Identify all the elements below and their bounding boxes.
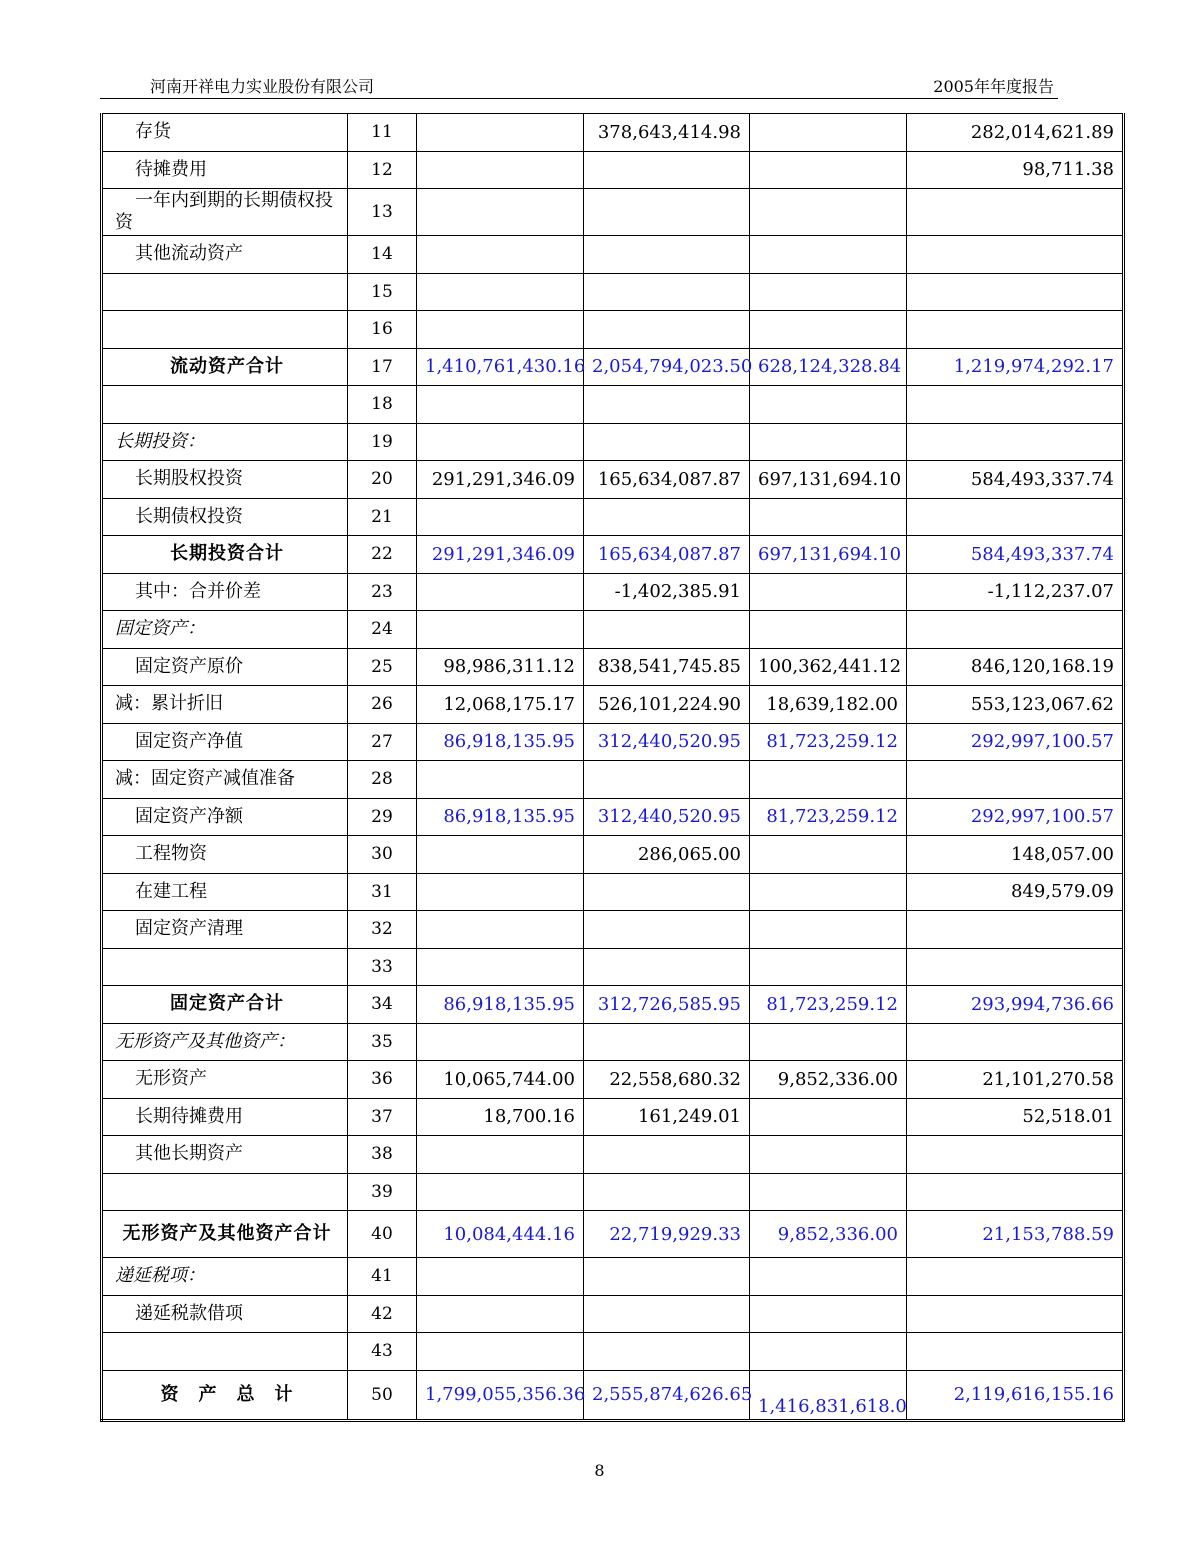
line-number: 16 bbox=[348, 311, 417, 349]
value-cell bbox=[584, 498, 750, 536]
item-label: 长期投资： bbox=[102, 423, 348, 461]
value-cell: 148,057.00 bbox=[907, 836, 1124, 874]
value-cell: 1,799,055,356.36 bbox=[417, 1370, 584, 1420]
table-row bbox=[102, 1370, 1124, 1420]
value-cell bbox=[750, 1098, 907, 1136]
line-number: 40 bbox=[348, 1211, 417, 1258]
line-number: 24 bbox=[348, 611, 417, 649]
value-cell bbox=[584, 1295, 750, 1333]
line-number: 27 bbox=[348, 723, 417, 761]
value-cell: 2,555,874,626.65 bbox=[584, 1370, 750, 1420]
value-cell: 697,131,694.10 bbox=[750, 461, 907, 499]
table-row bbox=[102, 873, 1124, 911]
value-cell bbox=[417, 236, 584, 274]
value-cell bbox=[750, 1023, 907, 1061]
value-cell: 22,719,929.33 bbox=[584, 1211, 750, 1258]
value-cell bbox=[750, 1136, 907, 1174]
value-cell bbox=[417, 151, 584, 189]
value-cell: 81,723,259.12 bbox=[750, 723, 907, 761]
item-label: 存货 bbox=[102, 114, 348, 152]
line-number: 28 bbox=[348, 761, 417, 799]
value-cell: 291,291,346.09 bbox=[417, 536, 584, 574]
line-number: 23 bbox=[348, 573, 417, 611]
item-label: 流动资产合计 bbox=[102, 348, 348, 386]
line-number: 17 bbox=[348, 348, 417, 386]
line-number: 26 bbox=[348, 686, 417, 724]
value-cell bbox=[750, 311, 907, 349]
report-title: 2005年年度报告 bbox=[933, 77, 1054, 96]
table-row bbox=[102, 986, 1124, 1024]
item-label: 无形资产及其他资产合计 bbox=[102, 1211, 348, 1258]
table-row bbox=[102, 1211, 1124, 1258]
value-cell: 9,852,336.00 bbox=[750, 1211, 907, 1258]
value-cell bbox=[417, 1333, 584, 1371]
value-cell: 100,362,441.12 bbox=[750, 648, 907, 686]
value-cell bbox=[417, 189, 584, 236]
table-row bbox=[102, 836, 1124, 874]
item-label bbox=[102, 273, 348, 311]
table-row bbox=[102, 236, 1124, 274]
line-number: 38 bbox=[348, 1136, 417, 1174]
value-cell bbox=[417, 273, 584, 311]
value-cell bbox=[417, 573, 584, 611]
value-cell: 292,997,100.57 bbox=[907, 723, 1124, 761]
item-label: 递延税项： bbox=[102, 1258, 348, 1296]
value-cell bbox=[750, 911, 907, 949]
table-row bbox=[102, 611, 1124, 649]
value-cell bbox=[584, 1258, 750, 1296]
value-cell bbox=[907, 498, 1124, 536]
value-cell bbox=[907, 611, 1124, 649]
table-row bbox=[102, 348, 1124, 386]
value-cell: 18,700.16 bbox=[417, 1098, 584, 1136]
item-label: 固定资产清理 bbox=[102, 911, 348, 949]
item-label bbox=[102, 311, 348, 349]
line-number: 33 bbox=[348, 948, 417, 986]
value-cell: 12,068,175.17 bbox=[417, 686, 584, 724]
value-cell: 52,518.01 bbox=[907, 1098, 1124, 1136]
value-cell bbox=[417, 1023, 584, 1061]
value-cell bbox=[907, 1173, 1124, 1211]
line-number: 20 bbox=[348, 461, 417, 499]
value-cell: 697,131,694.10 bbox=[750, 536, 907, 574]
table-row bbox=[102, 114, 1124, 152]
value-cell: 81,723,259.12 bbox=[750, 798, 907, 836]
value-cell: 21,153,788.59 bbox=[907, 1211, 1124, 1258]
line-number: 21 bbox=[348, 498, 417, 536]
value-cell: 286,065.00 bbox=[584, 836, 750, 874]
value-cell bbox=[417, 1136, 584, 1174]
table-row bbox=[102, 686, 1124, 724]
balance-sheet-body bbox=[102, 114, 1124, 1421]
value-cell: 846,120,168.19 bbox=[907, 648, 1124, 686]
value-cell bbox=[907, 236, 1124, 274]
table-row bbox=[102, 1023, 1124, 1061]
table-row bbox=[102, 1333, 1124, 1371]
value-cell bbox=[584, 273, 750, 311]
value-cell: 165,634,087.87 bbox=[584, 461, 750, 499]
value-cell bbox=[417, 114, 584, 152]
line-number: 15 bbox=[348, 273, 417, 311]
item-label: 资 产 总 计 bbox=[102, 1370, 348, 1420]
table-row bbox=[102, 151, 1124, 189]
value-cell: 378,643,414.98 bbox=[584, 114, 750, 152]
value-cell bbox=[584, 311, 750, 349]
line-number: 19 bbox=[348, 423, 417, 461]
table-row bbox=[102, 723, 1124, 761]
value-cell: 98,711.38 bbox=[907, 151, 1124, 189]
table-row bbox=[102, 1173, 1124, 1211]
value-cell bbox=[907, 1023, 1124, 1061]
value-cell bbox=[750, 236, 907, 274]
item-label: 固定资产净额 bbox=[102, 798, 348, 836]
value-cell bbox=[584, 386, 750, 424]
item-label: 其他流动资产 bbox=[102, 236, 348, 274]
value-cell: 1,410,761,430.16 bbox=[417, 348, 584, 386]
value-cell: 21,101,270.58 bbox=[907, 1061, 1124, 1099]
table-row bbox=[102, 461, 1124, 499]
value-cell: 86,918,135.95 bbox=[417, 798, 584, 836]
value-cell bbox=[750, 1173, 907, 1211]
value-cell bbox=[584, 189, 750, 236]
item-label: 减：固定资产减值准备 bbox=[102, 761, 348, 799]
value-cell bbox=[750, 573, 907, 611]
value-cell bbox=[750, 189, 907, 236]
item-label bbox=[102, 386, 348, 424]
table-row bbox=[102, 948, 1124, 986]
value-cell bbox=[750, 498, 907, 536]
line-number: 31 bbox=[348, 873, 417, 911]
value-cell bbox=[417, 911, 584, 949]
line-number: 18 bbox=[348, 386, 417, 424]
item-label: 固定资产原价 bbox=[102, 648, 348, 686]
value-cell bbox=[750, 114, 907, 152]
value-cell: 22,558,680.32 bbox=[584, 1061, 750, 1099]
line-number: 11 bbox=[348, 114, 417, 152]
value-cell: 10,084,444.16 bbox=[417, 1211, 584, 1258]
table-row bbox=[102, 311, 1124, 349]
value-cell bbox=[750, 423, 907, 461]
item-label: 一年内到期的长期债权投资 bbox=[102, 189, 348, 236]
value-cell: 526,101,224.90 bbox=[584, 686, 750, 724]
value-cell bbox=[907, 1136, 1124, 1174]
balance-sheet-table bbox=[100, 113, 1125, 1422]
value-cell bbox=[417, 1173, 584, 1211]
item-label: 在建工程 bbox=[102, 873, 348, 911]
line-number: 14 bbox=[348, 236, 417, 274]
line-number: 42 bbox=[348, 1295, 417, 1333]
company-name: 河南开祥电力实业股份有限公司 bbox=[150, 77, 375, 96]
line-number: 34 bbox=[348, 986, 417, 1024]
value-cell: 81,723,259.12 bbox=[750, 986, 907, 1024]
item-label: 固定资产合计 bbox=[102, 986, 348, 1024]
value-cell bbox=[417, 423, 584, 461]
value-cell: 1,219,974,292.17 bbox=[907, 348, 1124, 386]
table-row bbox=[102, 1098, 1124, 1136]
table-row bbox=[102, 1295, 1124, 1333]
item-label: 无形资产及其他资产： bbox=[102, 1023, 348, 1061]
value-cell bbox=[584, 151, 750, 189]
value-cell bbox=[907, 761, 1124, 799]
table-row bbox=[102, 798, 1124, 836]
value-cell bbox=[907, 189, 1124, 236]
line-number: 12 bbox=[348, 151, 417, 189]
value-cell bbox=[584, 236, 750, 274]
value-cell bbox=[750, 151, 907, 189]
value-cell bbox=[907, 948, 1124, 986]
value-cell bbox=[417, 1295, 584, 1333]
value-cell bbox=[750, 611, 907, 649]
table-row bbox=[102, 498, 1124, 536]
page-number: 8 bbox=[594, 1461, 605, 1480]
value-cell bbox=[417, 386, 584, 424]
value-cell bbox=[750, 273, 907, 311]
line-number: 30 bbox=[348, 836, 417, 874]
value-cell bbox=[750, 386, 907, 424]
value-cell: 282,014,621.89 bbox=[907, 114, 1124, 152]
value-cell bbox=[417, 761, 584, 799]
value-cell bbox=[750, 1333, 907, 1371]
line-number: 39 bbox=[348, 1173, 417, 1211]
value-cell bbox=[417, 311, 584, 349]
value-cell: 9,852,336.00 bbox=[750, 1061, 907, 1099]
value-cell: 553,123,067.62 bbox=[907, 686, 1124, 724]
value-cell bbox=[584, 1333, 750, 1371]
value-cell bbox=[584, 911, 750, 949]
item-label: 长期股权投资 bbox=[102, 461, 348, 499]
value-cell: 291,291,346.09 bbox=[417, 461, 584, 499]
item-label: 减：累计折旧 bbox=[102, 686, 348, 724]
table-row bbox=[102, 536, 1124, 574]
table-row bbox=[102, 1136, 1124, 1174]
value-cell bbox=[750, 948, 907, 986]
value-cell: 312,440,520.95 bbox=[584, 723, 750, 761]
value-cell: 2,119,616,155.16 bbox=[907, 1370, 1124, 1420]
value-cell: 584,493,337.74 bbox=[907, 536, 1124, 574]
value-cell bbox=[584, 1136, 750, 1174]
table-row bbox=[102, 573, 1124, 611]
value-cell: -1,402,385.91 bbox=[584, 573, 750, 611]
item-label: 待摊费用 bbox=[102, 151, 348, 189]
item-label: 固定资产净值 bbox=[102, 723, 348, 761]
value-cell bbox=[907, 423, 1124, 461]
value-cell: 312,726,585.95 bbox=[584, 986, 750, 1024]
line-number: 29 bbox=[348, 798, 417, 836]
line-number: 37 bbox=[348, 1098, 417, 1136]
table-row bbox=[102, 423, 1124, 461]
value-cell bbox=[584, 1173, 750, 1211]
value-cell: -1,112,237.07 bbox=[907, 573, 1124, 611]
line-number: 50 bbox=[348, 1370, 417, 1420]
table-row bbox=[102, 189, 1124, 236]
value-cell: 86,918,135.95 bbox=[417, 723, 584, 761]
value-cell: 10,065,744.00 bbox=[417, 1061, 584, 1099]
item-label: 长期待摊费用 bbox=[102, 1098, 348, 1136]
value-cell bbox=[417, 948, 584, 986]
line-number: 36 bbox=[348, 1061, 417, 1099]
item-label bbox=[102, 1173, 348, 1211]
value-cell bbox=[907, 1333, 1124, 1371]
item-label: 长期投资合计 bbox=[102, 536, 348, 574]
value-cell bbox=[584, 423, 750, 461]
item-label: 其中：合并价差 bbox=[102, 573, 348, 611]
value-cell bbox=[584, 948, 750, 986]
value-cell: 2,054,794,023.50 bbox=[584, 348, 750, 386]
value-cell: 584,493,337.74 bbox=[907, 461, 1124, 499]
item-label: 无形资产 bbox=[102, 1061, 348, 1099]
value-cell bbox=[907, 1258, 1124, 1296]
line-number: 43 bbox=[348, 1333, 417, 1371]
value-cell bbox=[907, 911, 1124, 949]
value-cell bbox=[750, 1258, 907, 1296]
value-cell: 18,639,182.00 bbox=[750, 686, 907, 724]
item-label: 固定资产： bbox=[102, 611, 348, 649]
value-cell: 86,918,135.95 bbox=[417, 986, 584, 1024]
value-cell bbox=[584, 761, 750, 799]
line-number: 13 bbox=[348, 189, 417, 236]
value-cell bbox=[907, 273, 1124, 311]
value-cell: 628,124,328.84 bbox=[750, 348, 907, 386]
line-number: 35 bbox=[348, 1023, 417, 1061]
line-number: 32 bbox=[348, 911, 417, 949]
value-cell bbox=[584, 1023, 750, 1061]
item-label: 递延税款借项 bbox=[102, 1295, 348, 1333]
value-cell: 165,634,087.87 bbox=[584, 536, 750, 574]
line-number: 25 bbox=[348, 648, 417, 686]
item-label bbox=[102, 948, 348, 986]
value-cell bbox=[907, 1295, 1124, 1333]
item-label: 其他长期资产 bbox=[102, 1136, 348, 1174]
value-cell: 292,997,100.57 bbox=[907, 798, 1124, 836]
value-cell: 98,986,311.12 bbox=[417, 648, 584, 686]
page-header bbox=[100, 72, 1058, 99]
value-cell bbox=[907, 386, 1124, 424]
value-cell: 293,994,736.66 bbox=[907, 986, 1124, 1024]
value-cell bbox=[750, 836, 907, 874]
value-cell bbox=[584, 611, 750, 649]
value-cell bbox=[417, 836, 584, 874]
value-cell bbox=[750, 761, 907, 799]
value-cell bbox=[750, 1295, 907, 1333]
value-cell bbox=[417, 498, 584, 536]
table-row bbox=[102, 761, 1124, 799]
value-cell: 838,541,745.85 bbox=[584, 648, 750, 686]
line-number: 41 bbox=[348, 1258, 417, 1296]
value-cell bbox=[750, 873, 907, 911]
value-cell bbox=[417, 873, 584, 911]
item-label: 工程物资 bbox=[102, 836, 348, 874]
table-row bbox=[102, 273, 1124, 311]
line-number: 22 bbox=[348, 536, 417, 574]
value-cell bbox=[417, 611, 584, 649]
value-cell: 1,416,831,618.0 bbox=[750, 1370, 907, 1420]
table-row bbox=[102, 648, 1124, 686]
value-cell bbox=[417, 1258, 584, 1296]
item-label bbox=[102, 1333, 348, 1371]
value-cell: 849,579.09 bbox=[907, 873, 1124, 911]
item-label: 长期债权投资 bbox=[102, 498, 348, 536]
table-row bbox=[102, 911, 1124, 949]
value-cell: 312,440,520.95 bbox=[584, 798, 750, 836]
value-cell bbox=[584, 873, 750, 911]
table-row bbox=[102, 1061, 1124, 1099]
table-row bbox=[102, 1258, 1124, 1296]
table-row bbox=[102, 386, 1124, 424]
value-cell bbox=[907, 311, 1124, 349]
value-cell: 161,249.01 bbox=[584, 1098, 750, 1136]
